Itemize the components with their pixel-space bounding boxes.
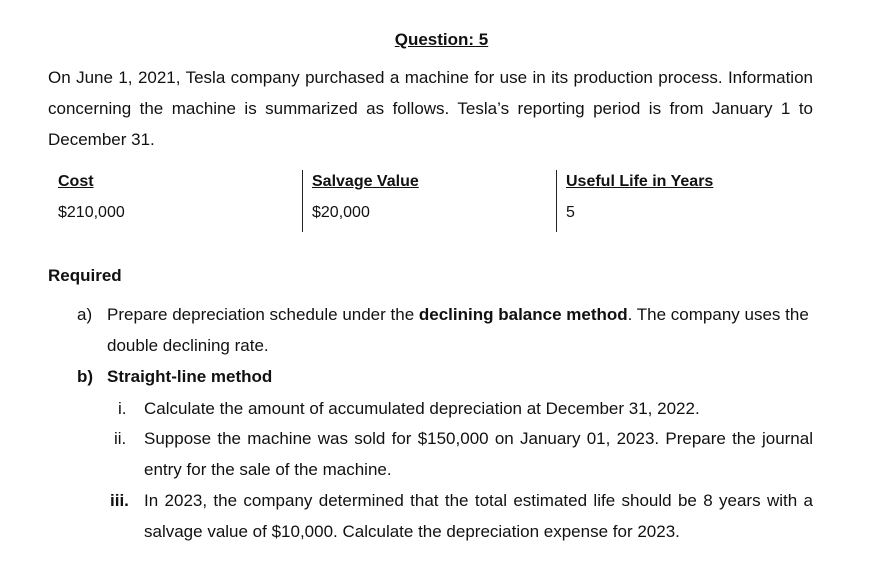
useful-life-column xyxy=(556,170,713,232)
item-a-text-bold: declining balance method xyxy=(418,305,628,324)
item-b-text: Straight-line method xyxy=(107,367,273,386)
useful-life-value: 5 xyxy=(566,204,575,221)
item-i-marker: i. xyxy=(118,399,127,418)
item-iii-text: In 2023, the company determined that the total estimated life should be 8 years with a salvage value of $10,000. Calculate the depreciation expense for 2023. xyxy=(144,491,813,541)
required-label: Required xyxy=(48,266,122,285)
item-b-marker: b) xyxy=(77,367,94,386)
salvage-value: $20,000 xyxy=(312,204,370,221)
item-ii-marker: ii. xyxy=(114,429,127,448)
salvage-header: Salvage Value xyxy=(312,173,419,190)
intro-paragraph: On June 1, 2021, Tesla company purchased a machine for use in its production process. Information concerning the machine is summarized as follows. Tesla’s reporting period is from January 1 to December 31. xyxy=(48,68,813,149)
useful-life-header: Useful Life in Years xyxy=(566,173,714,190)
item-iii-marker: iii. xyxy=(110,491,129,510)
cost-value: $210,000 xyxy=(58,204,125,221)
item-a-text-after: . The company uses the double declining rate. xyxy=(107,305,809,355)
item-a-text-before: Prepare depreciation schedule under the xyxy=(107,305,419,324)
item-a-marker: a) xyxy=(77,305,93,324)
question-title: Question: 5 xyxy=(394,30,489,49)
cost-column xyxy=(58,170,125,232)
item-i-text: Calculate the amount of accumulated depreciation at December 31, 2022. xyxy=(144,399,700,418)
item-ii-text: Suppose the machine was sold for $150,000 on January 01, 2023. Prepare the journal entry for the sale of the machine. xyxy=(144,429,813,479)
item-a-text xyxy=(107,299,813,361)
salvage-column xyxy=(302,170,419,232)
cost-header: Cost xyxy=(58,173,94,190)
